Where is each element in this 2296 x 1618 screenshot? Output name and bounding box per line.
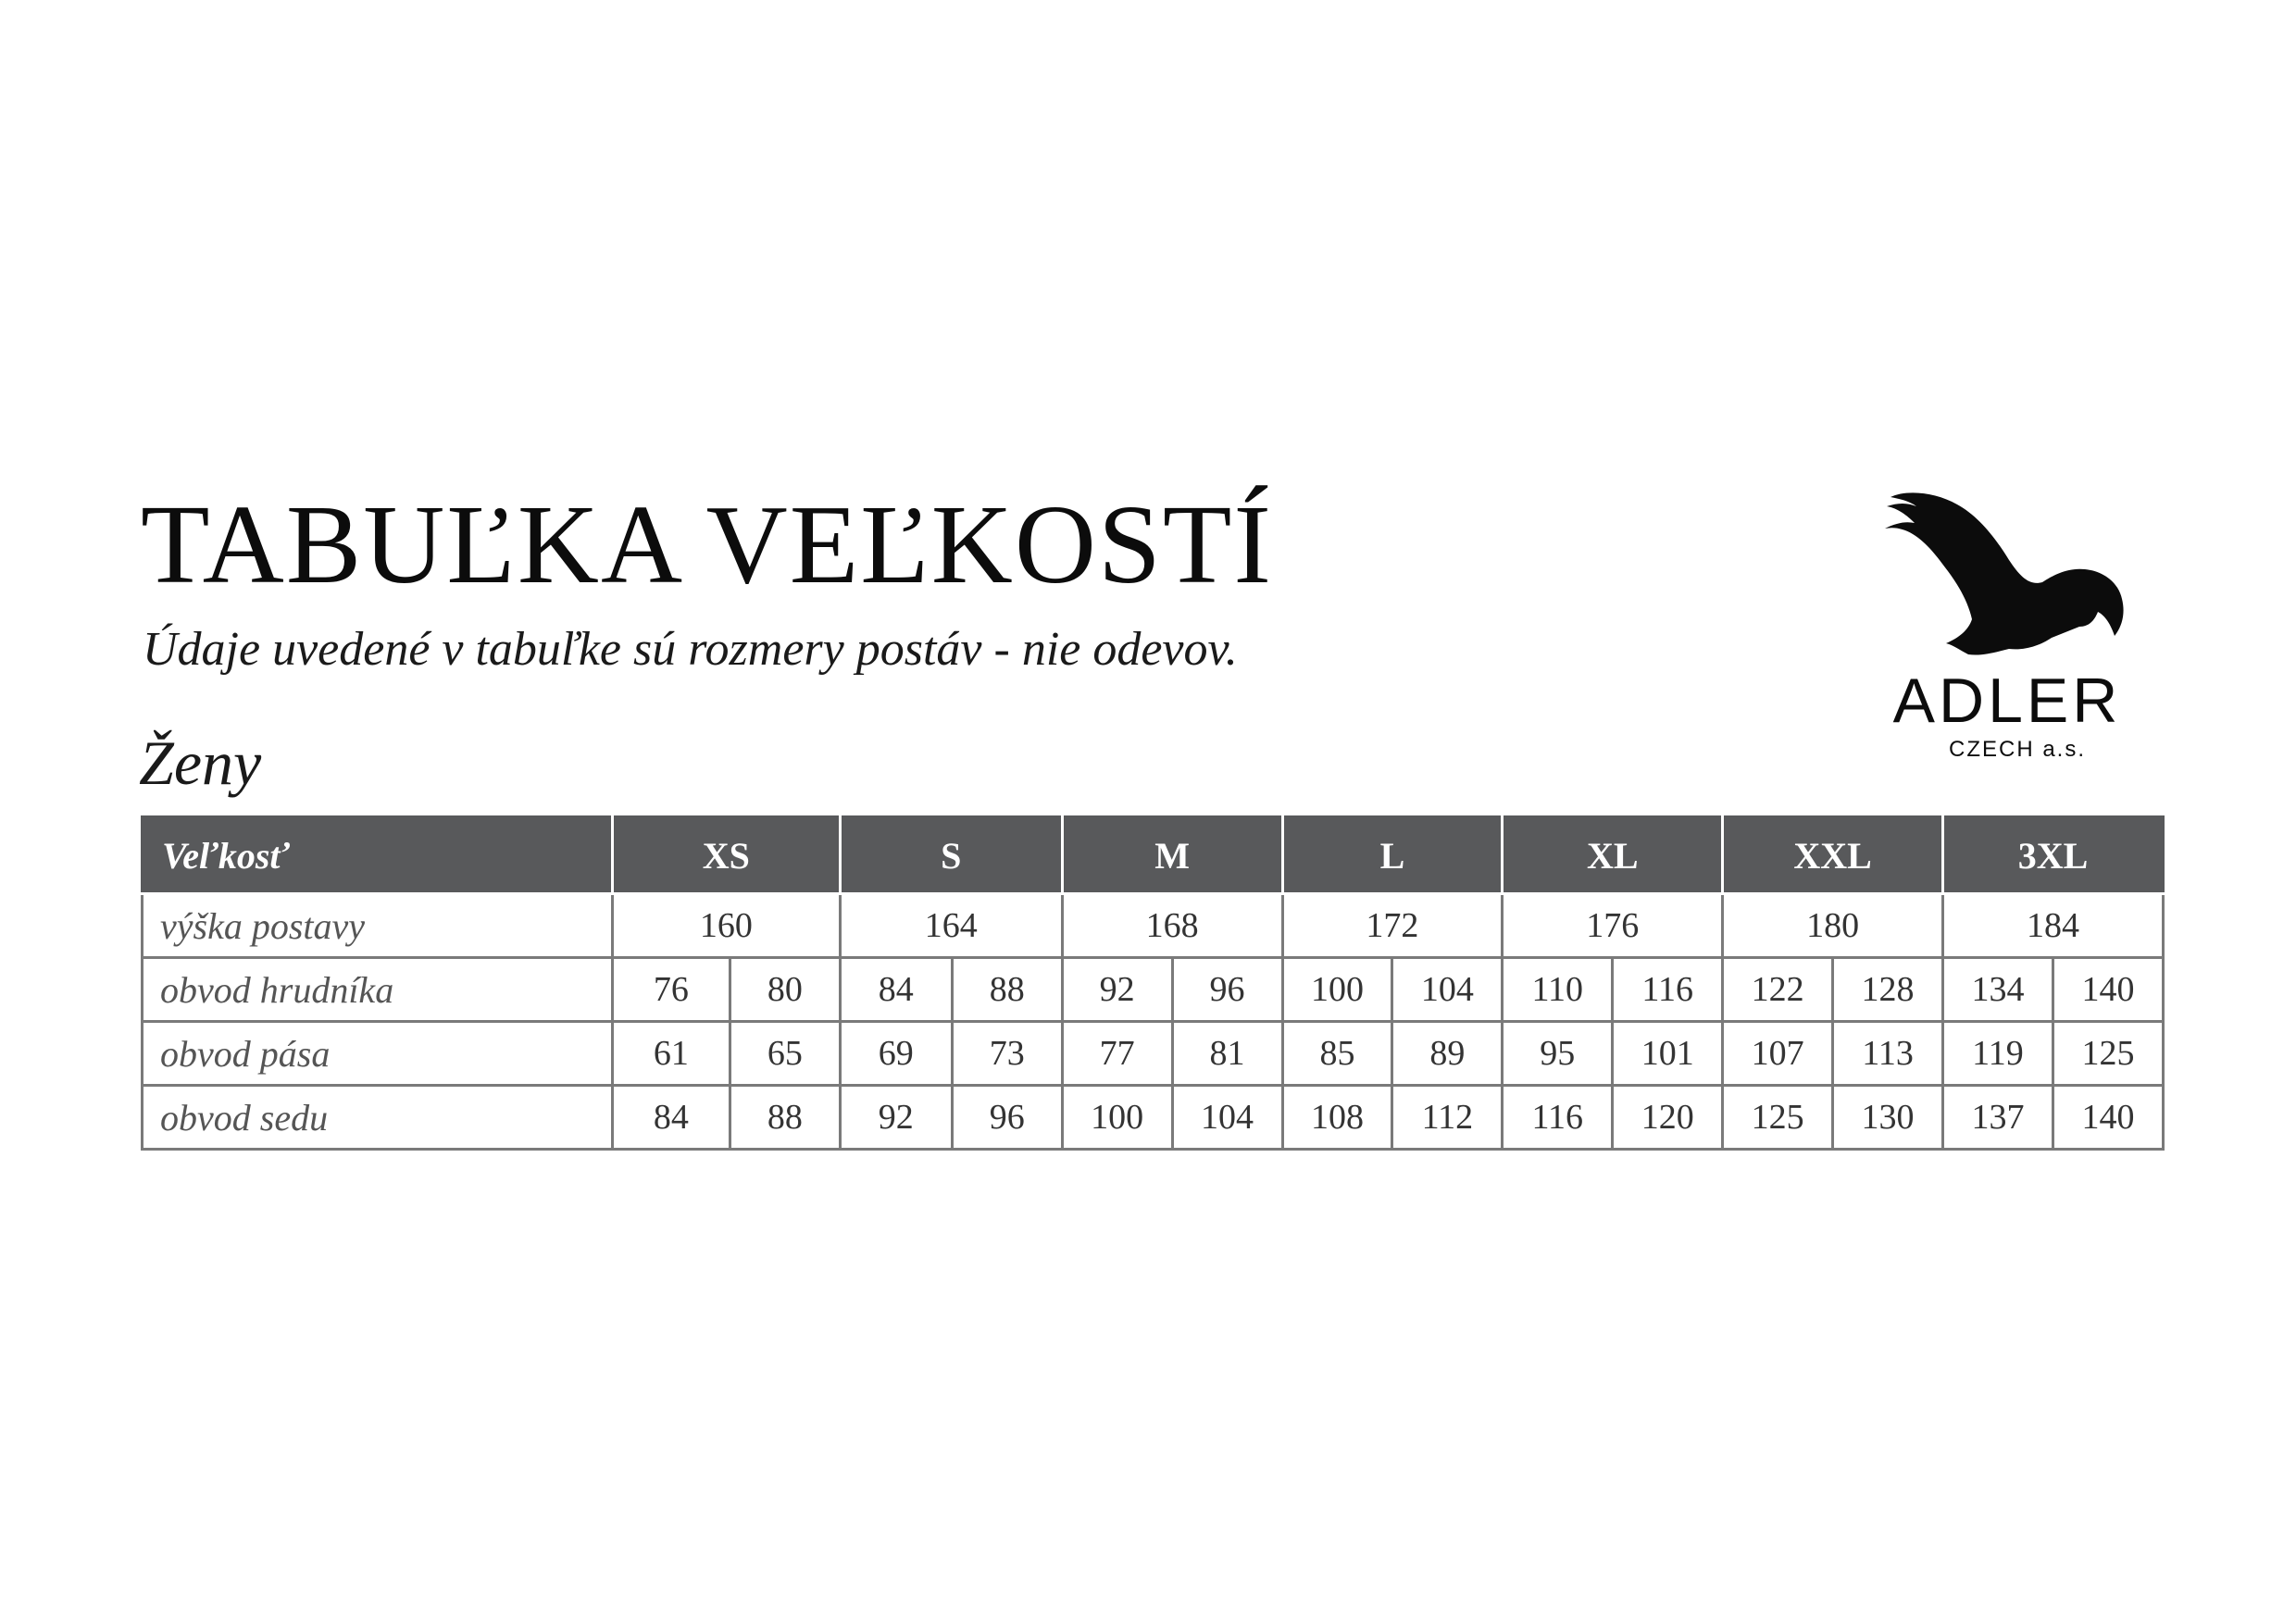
table-cell: 176 (1503, 894, 1723, 958)
table-cell: 180 (1723, 894, 1943, 958)
table-cell: 104 (1172, 1086, 1282, 1150)
table-row-hips (143, 1086, 2164, 1150)
table-cell: 119 (1943, 1022, 2053, 1086)
table-cell: 112 (1392, 1086, 1503, 1150)
table-cell: 84 (840, 958, 952, 1022)
table-cell: 120 (1613, 1086, 1723, 1150)
size-table (141, 815, 2165, 1151)
table-cell: 88 (952, 958, 1062, 1022)
size-m: M (1062, 817, 1282, 894)
table-cell: 73 (952, 1022, 1062, 1086)
table-cell: 140 (2053, 958, 2163, 1022)
table-cell: 164 (840, 894, 1062, 958)
table-cell: 92 (1062, 958, 1172, 1022)
table-cell: 160 (612, 894, 840, 958)
table-cell: 100 (1282, 958, 1392, 1022)
table-cell: 96 (952, 1086, 1062, 1150)
brand-name: ADLER (1892, 666, 2122, 736)
section-title: Ženy (139, 728, 262, 798)
table-cell: 107 (1723, 1022, 1833, 1086)
table-cell: 168 (1062, 894, 1282, 958)
table-cell: 88 (730, 1086, 840, 1150)
table-cell: 81 (1172, 1022, 1282, 1086)
table-cell: 110 (1503, 958, 1613, 1022)
table-cell: 128 (1833, 958, 1943, 1022)
row-label: obvod sedu (143, 1086, 613, 1150)
table-cell: 122 (1723, 958, 1833, 1022)
table-cell: 104 (1392, 958, 1503, 1022)
table-cell: 172 (1282, 894, 1503, 958)
table-cell: 113 (1833, 1022, 1943, 1086)
table-cell: 100 (1062, 1086, 1172, 1150)
table-cell: 140 (2053, 1086, 2163, 1150)
table-row-height (143, 894, 2164, 958)
table-cell: 96 (1172, 958, 1282, 1022)
table-row-chest (143, 958, 2164, 1022)
table-cell: 101 (1613, 1022, 1723, 1086)
table-cell: 77 (1062, 1022, 1172, 1086)
table-cell: 85 (1282, 1022, 1392, 1086)
brand-subtitle: CZECH a.s. (1948, 737, 2086, 762)
table-cell: 108 (1282, 1086, 1392, 1150)
size-3xl: 3XL (1943, 817, 2164, 894)
table-cell: 95 (1503, 1022, 1613, 1086)
table-cell: 69 (840, 1022, 952, 1086)
table-row-waist (143, 1022, 2164, 1086)
size-s: S (840, 817, 1062, 894)
table-cell: 116 (1503, 1086, 1613, 1150)
table-cell: 80 (730, 958, 840, 1022)
size-xxl: XXL (1723, 817, 1943, 894)
table-cell: 184 (1943, 894, 2164, 958)
row-label: výška postavy (143, 894, 613, 958)
size-xs: XS (612, 817, 840, 894)
size-l: L (1282, 817, 1503, 894)
page-title: TABUĽKA VEĽKOSTÍ (141, 482, 1273, 607)
table-cell: 65 (730, 1022, 840, 1086)
row-label: obvod pása (143, 1022, 613, 1086)
table-cell: 125 (1723, 1086, 1833, 1150)
header-label: Veľkosť (143, 817, 613, 894)
table-cell: 76 (612, 958, 730, 1022)
table-cell: 125 (2053, 1022, 2163, 1086)
table-cell: 116 (1613, 958, 1723, 1022)
page-subtitle: Údaje uvedené v tabuľke sú rozmery postáv - nie odevov. (143, 623, 1238, 676)
brand-logo (1842, 486, 2176, 762)
table-cell: 89 (1392, 1022, 1503, 1086)
table-cell: 84 (612, 1086, 730, 1150)
table-header-row (143, 817, 2164, 894)
row-label: obvod hrudníka (143, 958, 613, 1022)
eagle-icon (1879, 486, 2129, 662)
table-cell: 61 (612, 1022, 730, 1086)
size-xl: XL (1503, 817, 1723, 894)
table-cell: 134 (1943, 958, 2053, 1022)
table-cell: 92 (840, 1086, 952, 1150)
table-cell: 137 (1943, 1086, 2053, 1150)
table-cell: 130 (1833, 1086, 1943, 1150)
